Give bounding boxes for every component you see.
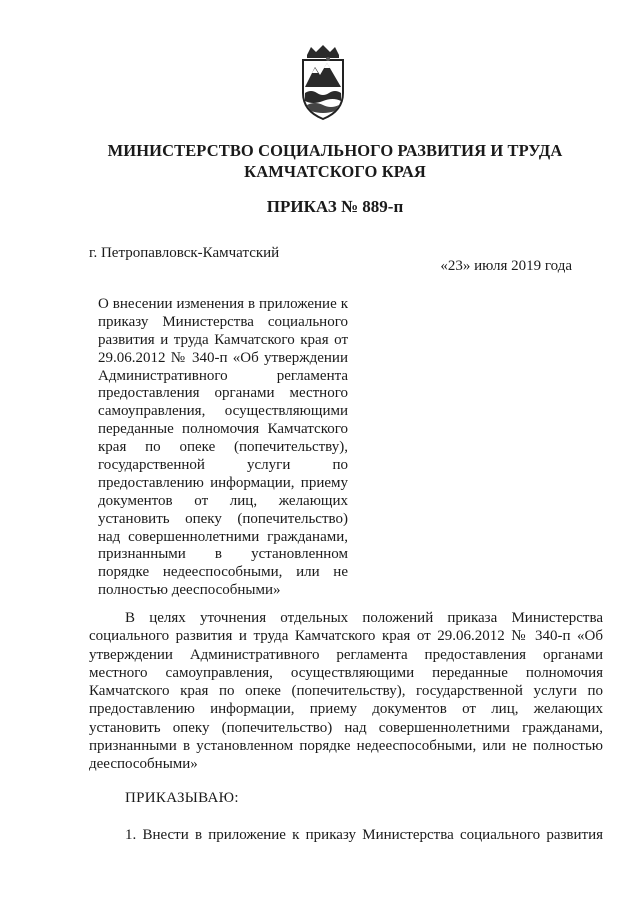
ministry-line-2: КАМЧАТСКОГО КРАЯ [244,162,426,181]
subject-line: предоставлению информации, приему [98,474,348,491]
kamchatka-coat-of-arms-icon [297,43,349,121]
subject-line: приказу Министерства социального [98,313,348,330]
decree-word: ПРИКАЗЫВАЮ: [125,790,239,806]
order-title: ПРИКАЗ № 889-п [266,197,404,216]
order-item-1: 1. Внести в приложение к приказу Министерства социального развития [125,827,603,843]
subject-line: над совершеннолетними гражданами, [98,528,348,545]
preamble-paragraph [89,609,603,774]
subject-line: О внесении изменения в приложение к [98,296,348,312]
subject-line: развития и труда Камчатского края от [98,331,348,348]
body-line: Камчатского края по опеке (попечительству), государственной услуги по [89,683,603,700]
ministry-header [100,140,570,182]
subject-line: переданные полномочия Камчатского [98,421,348,438]
subject-line: 29.06.2012 № 340-п «Об утверждении [98,349,348,366]
body-line: местного самоуправления, осуществляющими переданные полномочия [89,664,603,681]
subject-line: самоуправления, осуществляющими [98,403,348,420]
place: г. Петропавловск-Камчатский [89,245,280,261]
body-line: дееспособными» [89,756,198,773]
body-line: признанными в установленном порядке недееспособными, или не полностью [89,738,603,755]
subject-line: документов от лиц, желающих [98,492,348,509]
date: «23» июля 2019 года [440,258,572,274]
body-line: утверждении Административного регламента предоставления органами [89,646,603,663]
subject-line: порядке недееспособными, или не [98,564,348,581]
body-line: предоставлению информации, приему документов от лиц, желающих [89,701,603,718]
ministry-line-1: МИНИСТЕРСТВО СОЦИАЛЬНОГО РАЗВИТИЯ И ТРУДА [107,141,563,160]
subject-line: государственной услуги по [98,457,348,474]
body-line: В целях уточнения отдельных положений приказа Министерства [125,610,603,626]
subject-line: Административного регламента [98,367,348,384]
subject-line: признанными в установленном [98,546,348,563]
subject-line: установить опеку (попечительство) [98,510,348,527]
subject-line: полностью дееспособными» [98,582,281,599]
body-line: установить опеку (попечительство) над совершеннолетними гражданами, [89,719,603,736]
order-subject [98,296,348,600]
subject-line: предоставления органами местного [98,385,348,402]
body-line: социального развития и труда Камчатского края от 29.06.2012 № 340-п «Об [89,628,603,645]
subject-line: края по опеке (попечительству), [98,439,348,456]
